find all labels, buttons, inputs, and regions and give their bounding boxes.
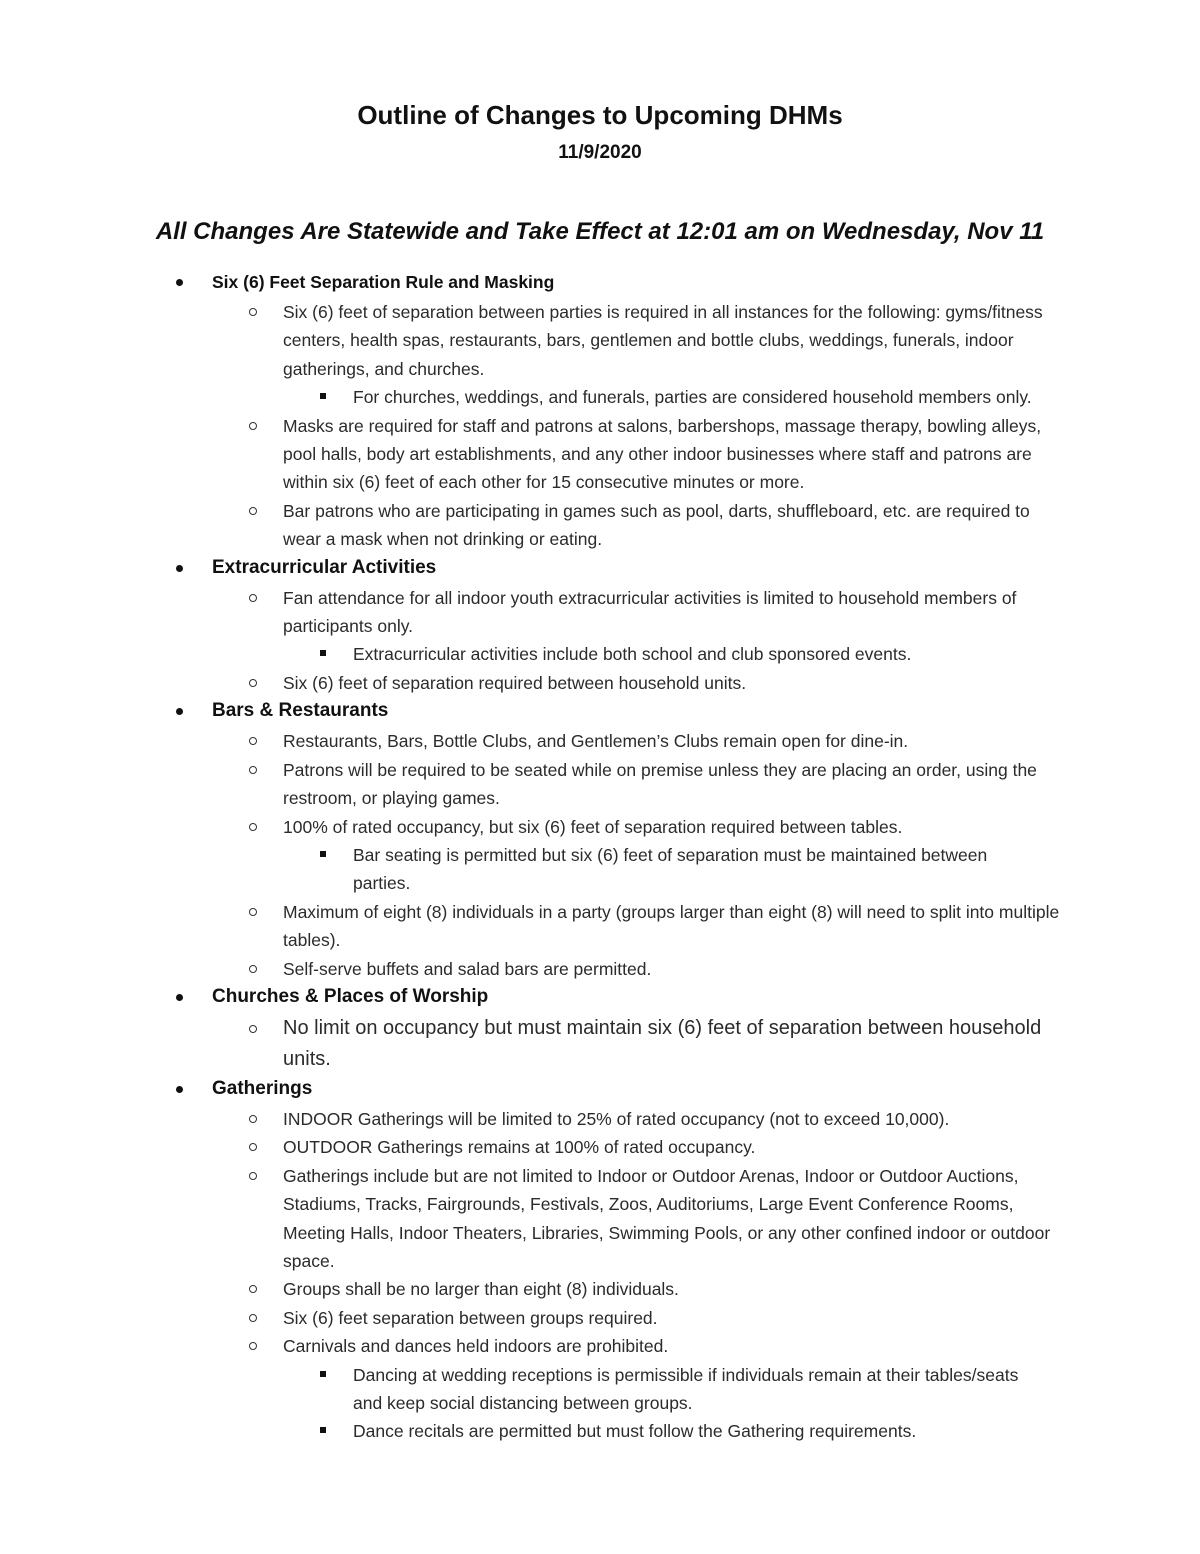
document-date: 11/9/2020 — [558, 142, 642, 163]
section-extracurricular — [0, 554, 1200, 698]
list-item: 100% of rated occupancy, but six (6) feet of separation required between tables. Bar seating is permitted but six (6) feet of separation must be maintained between parties. — [0, 813, 1200, 898]
list-item: Six (6) feet of separation required between household units. — [0, 669, 1200, 697]
list-item: Fan attendance for all indoor youth extracurricular activities is limited to household members of participants only. Extracurricular activities include both school and club sponsored events. — [0, 584, 1200, 669]
sub-list — [0, 584, 1200, 698]
list-item: Patrons will be required to be seated while on premise unless they are placing an order, using the restroom, or playing games. — [0, 756, 1200, 813]
subsub-list — [0, 841, 1200, 898]
square-bullet-icon — [320, 1371, 326, 1377]
subsub-list — [0, 383, 1200, 411]
list-item: Gatherings include but are not limited to Indoor or Outdoor Arenas, Indoor or Outdoor Auctions, Stadiums, Tracks, Fairgrounds, Festivals, Zoos, Auditoriums, Large Event Conference Rooms, Meeting Halls, Indoor Theaters, Libraries, Swimming Pools, or any other confined indoor or outdoor space. — [0, 1162, 1200, 1276]
circle-bullet-icon — [249, 308, 257, 316]
subsub-list — [0, 1361, 1200, 1446]
bullet-icon — [176, 565, 183, 572]
list-item: INDOOR Gatherings will be limited to 25% of rated occupancy (not to exceed 10,000). — [0, 1105, 1200, 1133]
square-bullet-icon — [320, 1427, 326, 1433]
circle-bullet-icon — [249, 1143, 257, 1151]
outline-list — [0, 268, 1200, 1446]
list-item: Carnivals and dances held indoors are prohibited. Dancing at wedding receptions is permissible if individuals remain at their tables/seats and keep social distancing between groups. Dance recitals are permitted but must follow the Gathering requirements. — [0, 1332, 1200, 1446]
circle-bullet-icon — [249, 1285, 257, 1293]
circle-bullet-icon — [249, 908, 257, 916]
section-heading: Six (6) Feet Separation Rule and Masking — [212, 272, 555, 292]
circle-bullet-icon — [249, 1342, 257, 1350]
list-item: Dance recitals are permitted but must follow the Gathering requirements. — [0, 1417, 1200, 1445]
section-masking — [0, 268, 1200, 554]
list-item: Self-serve buffets and salad bars are permitted. — [0, 955, 1200, 983]
list-item: Bar patrons who are participating in games such as pool, darts, shuffleboard, etc. are required to wear a mask when not drinking or eating. — [0, 497, 1200, 554]
circle-bullet-icon — [249, 766, 257, 774]
document-title: Outline of Changes to Upcoming DHMs — [357, 100, 843, 130]
sub-list — [0, 1013, 1200, 1075]
bullet-icon — [176, 708, 183, 715]
list-item: For churches, weddings, and funerals, parties are considered household members only. — [0, 383, 1200, 411]
section-heading: Bars & Restaurants — [212, 700, 389, 722]
circle-bullet-icon — [249, 1172, 257, 1180]
bullet-icon — [176, 994, 183, 1001]
circle-bullet-icon — [249, 679, 257, 687]
bullet-icon — [176, 1086, 183, 1093]
section-gatherings — [0, 1075, 1200, 1446]
sub-list — [0, 727, 1200, 983]
list-item: Extracurricular activities include both school and club sponsored events. — [0, 640, 1200, 668]
sub-list — [0, 298, 1200, 554]
circle-bullet-icon — [249, 823, 257, 831]
circle-bullet-icon — [249, 1025, 257, 1033]
circle-bullet-icon — [249, 1115, 257, 1123]
list-item: Restaurants, Bars, Bottle Clubs, and Gentlemen’s Clubs remain open for dine-in. — [0, 727, 1200, 755]
sub-list — [0, 1105, 1200, 1446]
circle-bullet-icon — [249, 507, 257, 515]
document-subtitle: All Changes Are Statewide and Take Effect at 12:01 am on Wednesday, Nov 11 — [155, 218, 1045, 245]
list-item: Bar seating is permitted but six (6) feet of separation must be maintained between parties. — [0, 841, 1200, 898]
section-churches — [0, 983, 1200, 1075]
section-bars-restaurants — [0, 697, 1200, 983]
bullet-icon — [176, 279, 183, 286]
list-item: Six (6) feet separation between groups required. — [0, 1304, 1200, 1332]
list-item: Dancing at wedding receptions is permissible if individuals remain at their tables/seats and keep social distancing between groups. — [0, 1361, 1200, 1418]
list-item: No limit on occupancy but must maintain six (6) feet of separation between household units. — [0, 1013, 1200, 1075]
section-heading: Churches & Places of Worship — [212, 985, 489, 1007]
list-item: OUTDOOR Gatherings remains at 100% of rated occupancy. — [0, 1133, 1200, 1161]
square-bullet-icon — [320, 393, 326, 399]
list-item: Groups shall be no larger than eight (8) individuals. — [0, 1275, 1200, 1303]
circle-bullet-icon — [249, 1314, 257, 1322]
circle-bullet-icon — [249, 594, 257, 602]
square-bullet-icon — [320, 650, 326, 656]
list-item: Masks are required for staff and patrons at salons, barbershops, massage therapy, bowling alleys, pool halls, body art establishments, and any other indoor businesses where staff and patrons are within six (6) feet of each other for 15 consecutive minutes or more. — [0, 412, 1200, 497]
circle-bullet-icon — [249, 737, 257, 745]
square-bullet-icon — [320, 851, 326, 857]
list-item: Maximum of eight (8) individuals in a party (groups larger than eight (8) will need to split into multiple tables). — [0, 898, 1200, 955]
subsub-list — [0, 640, 1200, 668]
list-item: Six (6) feet of separation between parties is required in all instances for the following: gyms/fitness centers, health spas, restaurants, bars, gentlemen and bottle clubs, weddings, funerals, indoor gatherings, and churches. For churches, weddings, and funerals, parties are considered household members only. — [0, 298, 1200, 412]
circle-bullet-icon — [249, 965, 257, 973]
section-heading: Extracurricular Activities — [212, 556, 437, 578]
circle-bullet-icon — [249, 422, 257, 430]
section-heading: Gatherings — [212, 1077, 313, 1099]
